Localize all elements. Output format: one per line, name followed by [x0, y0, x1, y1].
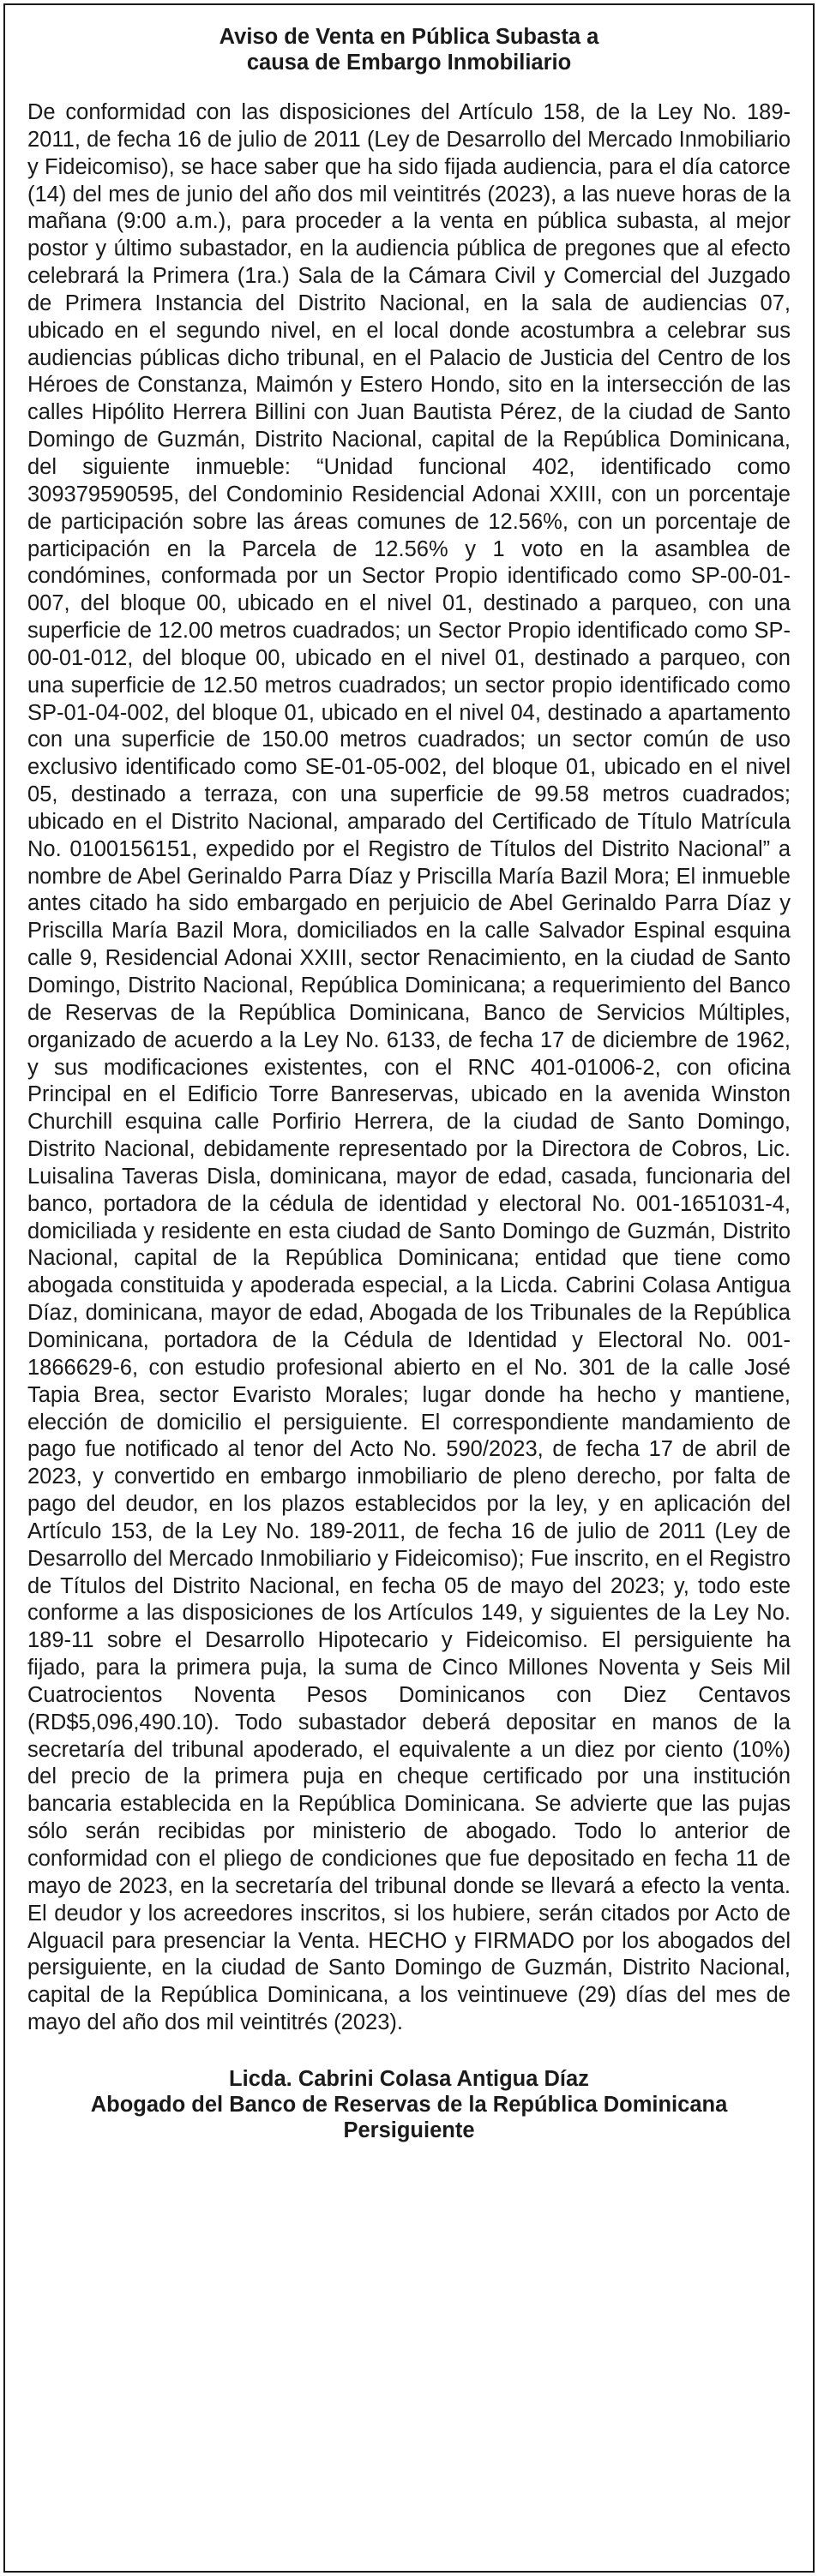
notice-body: De conformidad con las disposiciones del Artículo 158, de la Ley No. 189-2011, de fecha 16 de julio de 2011 (Ley de Desarrollo del Mercado Inmobiliario y Fideicomiso), se hace saber que ha sido fijada audiencia, para el día catorce (14) del mes de junio del año dos mil veintitrés (2023), a las nueve horas de la mañana (9:00 a.m.), para proceder a la venta en pública subasta, al mejor postor y último subastador, en la audiencia pública de pregones que al efecto celebrará la Primera (1ra.) Sala de la Cámara Civil y Comercial del Juzgado de Primera Instancia del Distrito Nacional, en la sala de audiencias 07, ubicado en el segundo nivel, en el local donde acostumbra a celebrar sus audiencias públicas dicho tribunal, en el Palacio de Justicia del Centro de los Héroes de Constanza, Maimón y Estero Hondo, sito en la intersección de las calles Hipólito Herrera Billini con Juan Bautista Pérez, de la ciudad de Santo Domingo de Guzmán, Distrito Nacional, capital de la República Dominicana, del siguiente inmueble: “Unidad funcional 402, identificado como 309379590595, del Condominio Residencial Adonai XXIII, con un porcentaje de participación sobre las áreas comunes de 12.56%, con un porcentaje de participación en la Parcela de 12.56% y 1 voto en la asamblea de condómines, conformada por un Sector Propio identificado como SP-00-01-007, del bloque 00, ubicado en el nivel 01, destinado a parqueo, con una superficie de 12.00 metros cuadrados; un Sector Propio identificado como SP-00-01-012, del bloque 00, ubicado en el nivel 01, destinado a parqueo, con una superficie de 12.50 metros cuadrados; un sector propio identificado como SP-01-04-002, del bloque 01, ubicado en el nivel 04, destinado a apartamento con una superficie de 150.00 metros cuadrados; un sector común de uso exclusivo identificado como SE-01-05-002, del bloque 01, ubicado en el nivel 05, destinado a terraza, con una superficie de 99.58 metros cuadrados; ubicado en el Distrito Nacional, amparado del Certificado de Título Matrícula No. 0100156151, expedido por el Registro de Títulos del Distrito Nacional” a nombre de Abel Gerinaldo Parra Díaz y Priscilla María Bazil Mora; El inmueble antes citado ha sido embargado en perjuicio de Abel Gerinaldo Parra Díaz y Priscilla María Bazil Mora, domiciliados en la calle Salvador Espinal esquina calle 9, Residencial Adonai XXIII, sector Renacimiento, en la ciudad de Santo Domingo, Distrito Nacional, República Dominicana; a requerimiento del Banco de Reservas de la República Dominicana, Banco de Servicios Múltiples, organizado de acuerdo a la Ley No. 6133, de fecha 17 de diciembre de 1962, y sus modificaciones existentes, con el RNC 401-01006-2, con oficina Principal en el Edificio Torre Banreservas, ubicado en la avenida Winston Churchill esquina calle Porfirio Herrera, de la ciudad de Santo Domingo, Distrito Nacional, debidamente representado por la Directora de Cobros, Lic. Luisalina Taveras Disla, dominicana, mayor de edad, casada, funcionaria del banco, portadora de la cédula de identidad y electoral No. 001-1651031-4, domiciliada y residente en esta ciudad de Santo Domingo de Guzmán, Distrito Nacional, capital de la República Dominicana; entidad que tiene como abogada constituida y apoderada especial, a la Licda. Cabrini Colasa Antigua Díaz, dominicana, mayor de edad, Abogada de los Tribunales de la República Dominicana, portadora de la Cédula de Identidad y Electoral No. 001-1866629-6, con estudio profesional abierto en el No. 301 de la calle José Tapia Brea, sector Evaristo Morales; lugar donde ha hecho y mantiene, elección de domicilio el persiguiente. El correspondiente mandamiento de pago fue notificado al tenor del Acto No. 590/2023, de fecha 17 de abril de 2023, y convertido en embargo inmobiliario de pleno derecho, por falta de pago del deudor, en los plazos establecidos por la ley, y en aplicación del Artículo 153, de la Ley No. 189-2011, de fecha 16 de julio de 2011 (Ley de Desarrollo del Mercado Inmobiliario y Fideicomiso); Fue inscrito, en el Registro de Títulos del Distrito Nacional, en fecha 05 de mayo del 2023; y, todo este conforme a las disposiciones de los Artículos 149, y siguientes de la Ley No. 189-11 sobre el Desarrollo Hipotecario y Fideicomiso. El persiguiente ha fijado, para la primera puja, la suma de Cinco Millones Noventa y Seis Mil Cuatrocientos Noventa Pesos Dominicanos con Diez Centavos (RD$5,096,490.10). Todo subastador deberá depositar en manos de la secretaría del tribunal apoderado, el equivalente a un diez por ciento (10%) del precio de la primera puja en cheque certificado por una institución bancaria establecida en la República Dominicana. Se advierte que las pujas sólo serán recibidas por ministerio de abogado. Todo lo anterior de conformidad con el pliego de condiciones que fue depositado en fecha 11 de mayo de 2023, en la secretaría del tribunal donde se llevará a efecto la venta. El deudor y los acreedores inscritos, si los hubiere, serán citados por Acto de Alguacil para presenciar la Venta. HECHO y FIRMADO por los abogados del persiguiente, en la ciudad de Santo Domingo de Guzmán, Distrito Nacional, capital de la República Dominicana, a los veintinueve (29) días del mes de mayo del año dos mil veintitrés (2023). [27, 100, 791, 2035]
notice-title [27, 24, 791, 75]
signature-name: Licda. Cabrini Colasa Antigua Díaz [229, 2066, 589, 2091]
auction-notice [3, 3, 815, 2573]
signature-role: Abogado del Banco de Reservas de la República Dominicana [90, 2092, 728, 2117]
notice-title-line-1: Aviso de Venta en Pública Subasta a [219, 25, 599, 49]
signature-block [27, 2066, 791, 2143]
signature-party: Persiguiente [343, 2118, 475, 2142]
notice-title-line-2: causa de Embargo Inmobiliario [246, 51, 572, 75]
